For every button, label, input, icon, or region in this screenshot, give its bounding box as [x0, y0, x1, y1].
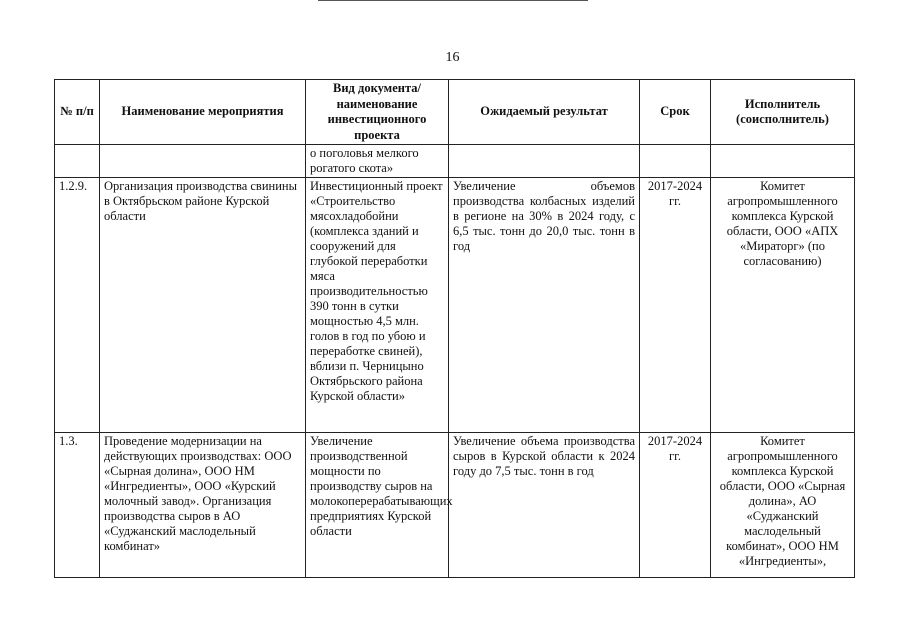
cell-num: 1.2.9. — [55, 178, 100, 433]
cell-term: 2017-2024 гг. — [640, 433, 711, 578]
cell-num: 1.3. — [55, 433, 100, 578]
cell-result — [449, 145, 640, 178]
cell-doc: Инвестиционный проект «Строительство мясохладобойни (комплекса зданий и сооружений для глубокой переработки мяса производительностью 390 тонн в сутки мощностью 4,5 млн. голов в год по убою и переработке свиней), вблизи п. Черницыно Октябрьского района Курской области» — [306, 178, 449, 433]
activities-table — [54, 79, 855, 578]
table-row — [55, 433, 855, 578]
cell-executor: Комитет агропромышленного комплекса Курской области, ООО «Сырная долина», АО «Суджанский маслодельный комбинат», ООО НМ «Ингредиенты», — [711, 433, 855, 578]
cell-num — [55, 145, 100, 178]
cell-name: Проведение модернизации на действующих производствах: ООО «Сырная долина», ООО НМ «Ингредиенты», ООО «Курский молочный завод». Организация производства сыров в АО «Суджанский маслодельный комбинат» — [100, 433, 306, 578]
header-name: Наименование мероприятия — [100, 80, 306, 145]
cell-term: 2017-2024 гг. — [640, 178, 711, 433]
cell-term — [640, 145, 711, 178]
cell-name: Организация производства свинины в Октябрьском районе Курской области — [100, 178, 306, 433]
header-result: Ожидаемый результат — [449, 80, 640, 145]
cell-result: Увеличение объемов производства колбасных изделий в регионе на 30% в 2024 году, с 6,5 тыс. тонн до 20,0 тыс. тонн в год — [449, 178, 640, 433]
cell-doc: о поголовья мелкого рогатого скота» — [306, 145, 449, 178]
cell-name — [100, 145, 306, 178]
top-rule — [318, 0, 588, 1]
cell-result: Увеличение объема производства сыров в Курской области к 2024 году до 7,5 тыс. тонн в год — [449, 433, 640, 578]
cell-executor: Комитет агропромышленного комплекса Курской области, ООО «АПХ «Мираторг» (по согласованию) — [711, 178, 855, 433]
cell-executor — [711, 145, 855, 178]
header-executor: Исполнитель (соисполнитель) — [711, 80, 855, 145]
page-number: 16 — [445, 50, 460, 65]
header-num: № п/п — [55, 80, 100, 145]
table-header-row — [55, 80, 855, 145]
cell-doc: Увеличение производственной мощности по производству сыров на молокоперерабатывающих предприятиях Курской области — [306, 433, 449, 578]
header-doc: Вид документа/ наименование инвестиционного проекта — [306, 80, 449, 145]
table-row — [55, 178, 855, 433]
table-row — [55, 145, 855, 178]
header-term: Срок — [640, 80, 711, 145]
